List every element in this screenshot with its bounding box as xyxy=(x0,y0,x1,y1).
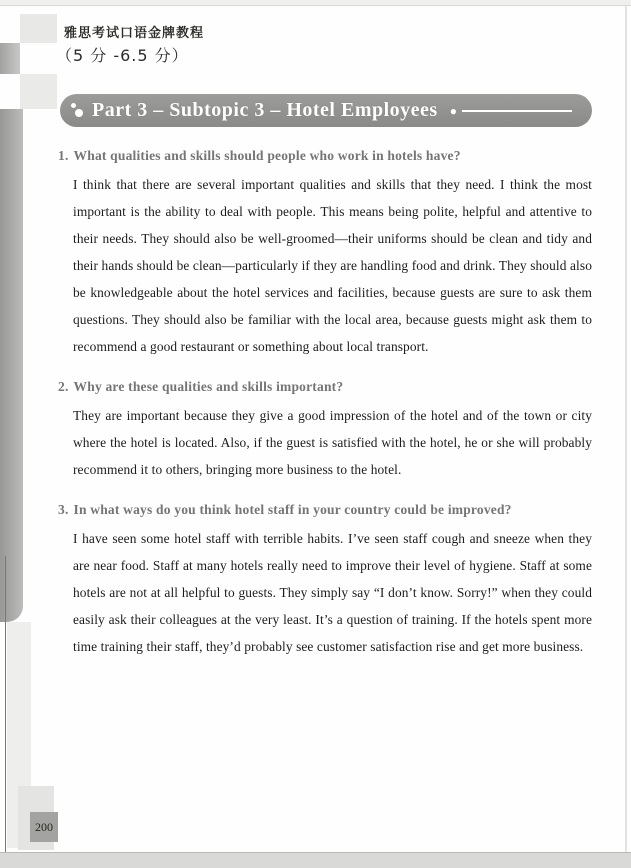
scan-right-edge xyxy=(625,6,627,853)
qa-item-1 xyxy=(58,148,592,360)
margin-tab-mid xyxy=(20,74,57,109)
question-answer-list xyxy=(58,148,592,679)
qa-item-3 xyxy=(58,502,592,660)
margin-tab-top xyxy=(20,14,57,43)
answer-paragraph: They are important because they give a good impression of the hotel and of the town or city where the hotel is located. Also, if the guest is satisfied with the hotel, he or she will probably recommend it to others, bringing more business to the hotel. xyxy=(73,408,592,477)
scan-bottom-edge xyxy=(0,852,631,868)
margin-tab-left xyxy=(0,43,20,74)
qa-item-2 xyxy=(58,379,592,483)
series-title: 雅思考试口语金牌教程 xyxy=(64,26,205,41)
section-banner xyxy=(60,94,592,127)
page-spine-line xyxy=(5,556,6,852)
series-subtitle: （5 分 -6.5 分） xyxy=(56,46,189,65)
question-text: What qualities and skills should people who work in hotels have? xyxy=(73,148,461,163)
question-number: 1. xyxy=(58,148,69,163)
question-number: 3. xyxy=(58,502,69,517)
question-heading xyxy=(58,379,592,395)
banner-bullet-icon: ● xyxy=(449,103,457,118)
section-title: Part 3 – Subtopic 3 – Hotel Employees xyxy=(92,99,438,121)
margin-band-dark xyxy=(0,109,23,622)
question-heading xyxy=(58,502,592,518)
answer-paragraph: I think that there are several important qualities and skills that they need. I think the most important is the ability to deal with people. This means being polite, helpful and attentive to their needs. They should also be well-groomed—their uniforms should be clean and tidy and their hands should be clean—particularly if they are handling food and drink. They should also be knowledgeable about the hotel services and facilities, because guests are sure to ask them questions. They should also be familiar with the local area, because guests might ask them to recommend a good restaurant or something about local transport. xyxy=(73,177,592,354)
page-number: 200 xyxy=(30,812,58,842)
scan-top-edge xyxy=(0,0,631,6)
book-header xyxy=(56,22,205,66)
banner-dots-icon xyxy=(70,102,85,119)
question-text: In what ways do you think hotel staff in your country could be improved? xyxy=(73,502,512,517)
question-number: 2. xyxy=(58,379,69,394)
question-heading xyxy=(58,148,592,164)
question-text: Why are these qualities and skills important? xyxy=(73,379,344,394)
answer-paragraph: I have seen some hotel staff with terrible habits. I’ve seen staff cough and sneeze when they are near food. Staff at many hotels really need to improve their level of hygiene. Staff at some hotels are not at all helpful to guests. They simply say “I don’t know. Sorry!” when they could easily ask their colleagues at the very least. It’s a question of training. If the hotels spent more time training their staff, they’d probably see customer satisfaction rise and get more business. xyxy=(73,531,592,654)
banner-rule-line xyxy=(462,110,572,112)
